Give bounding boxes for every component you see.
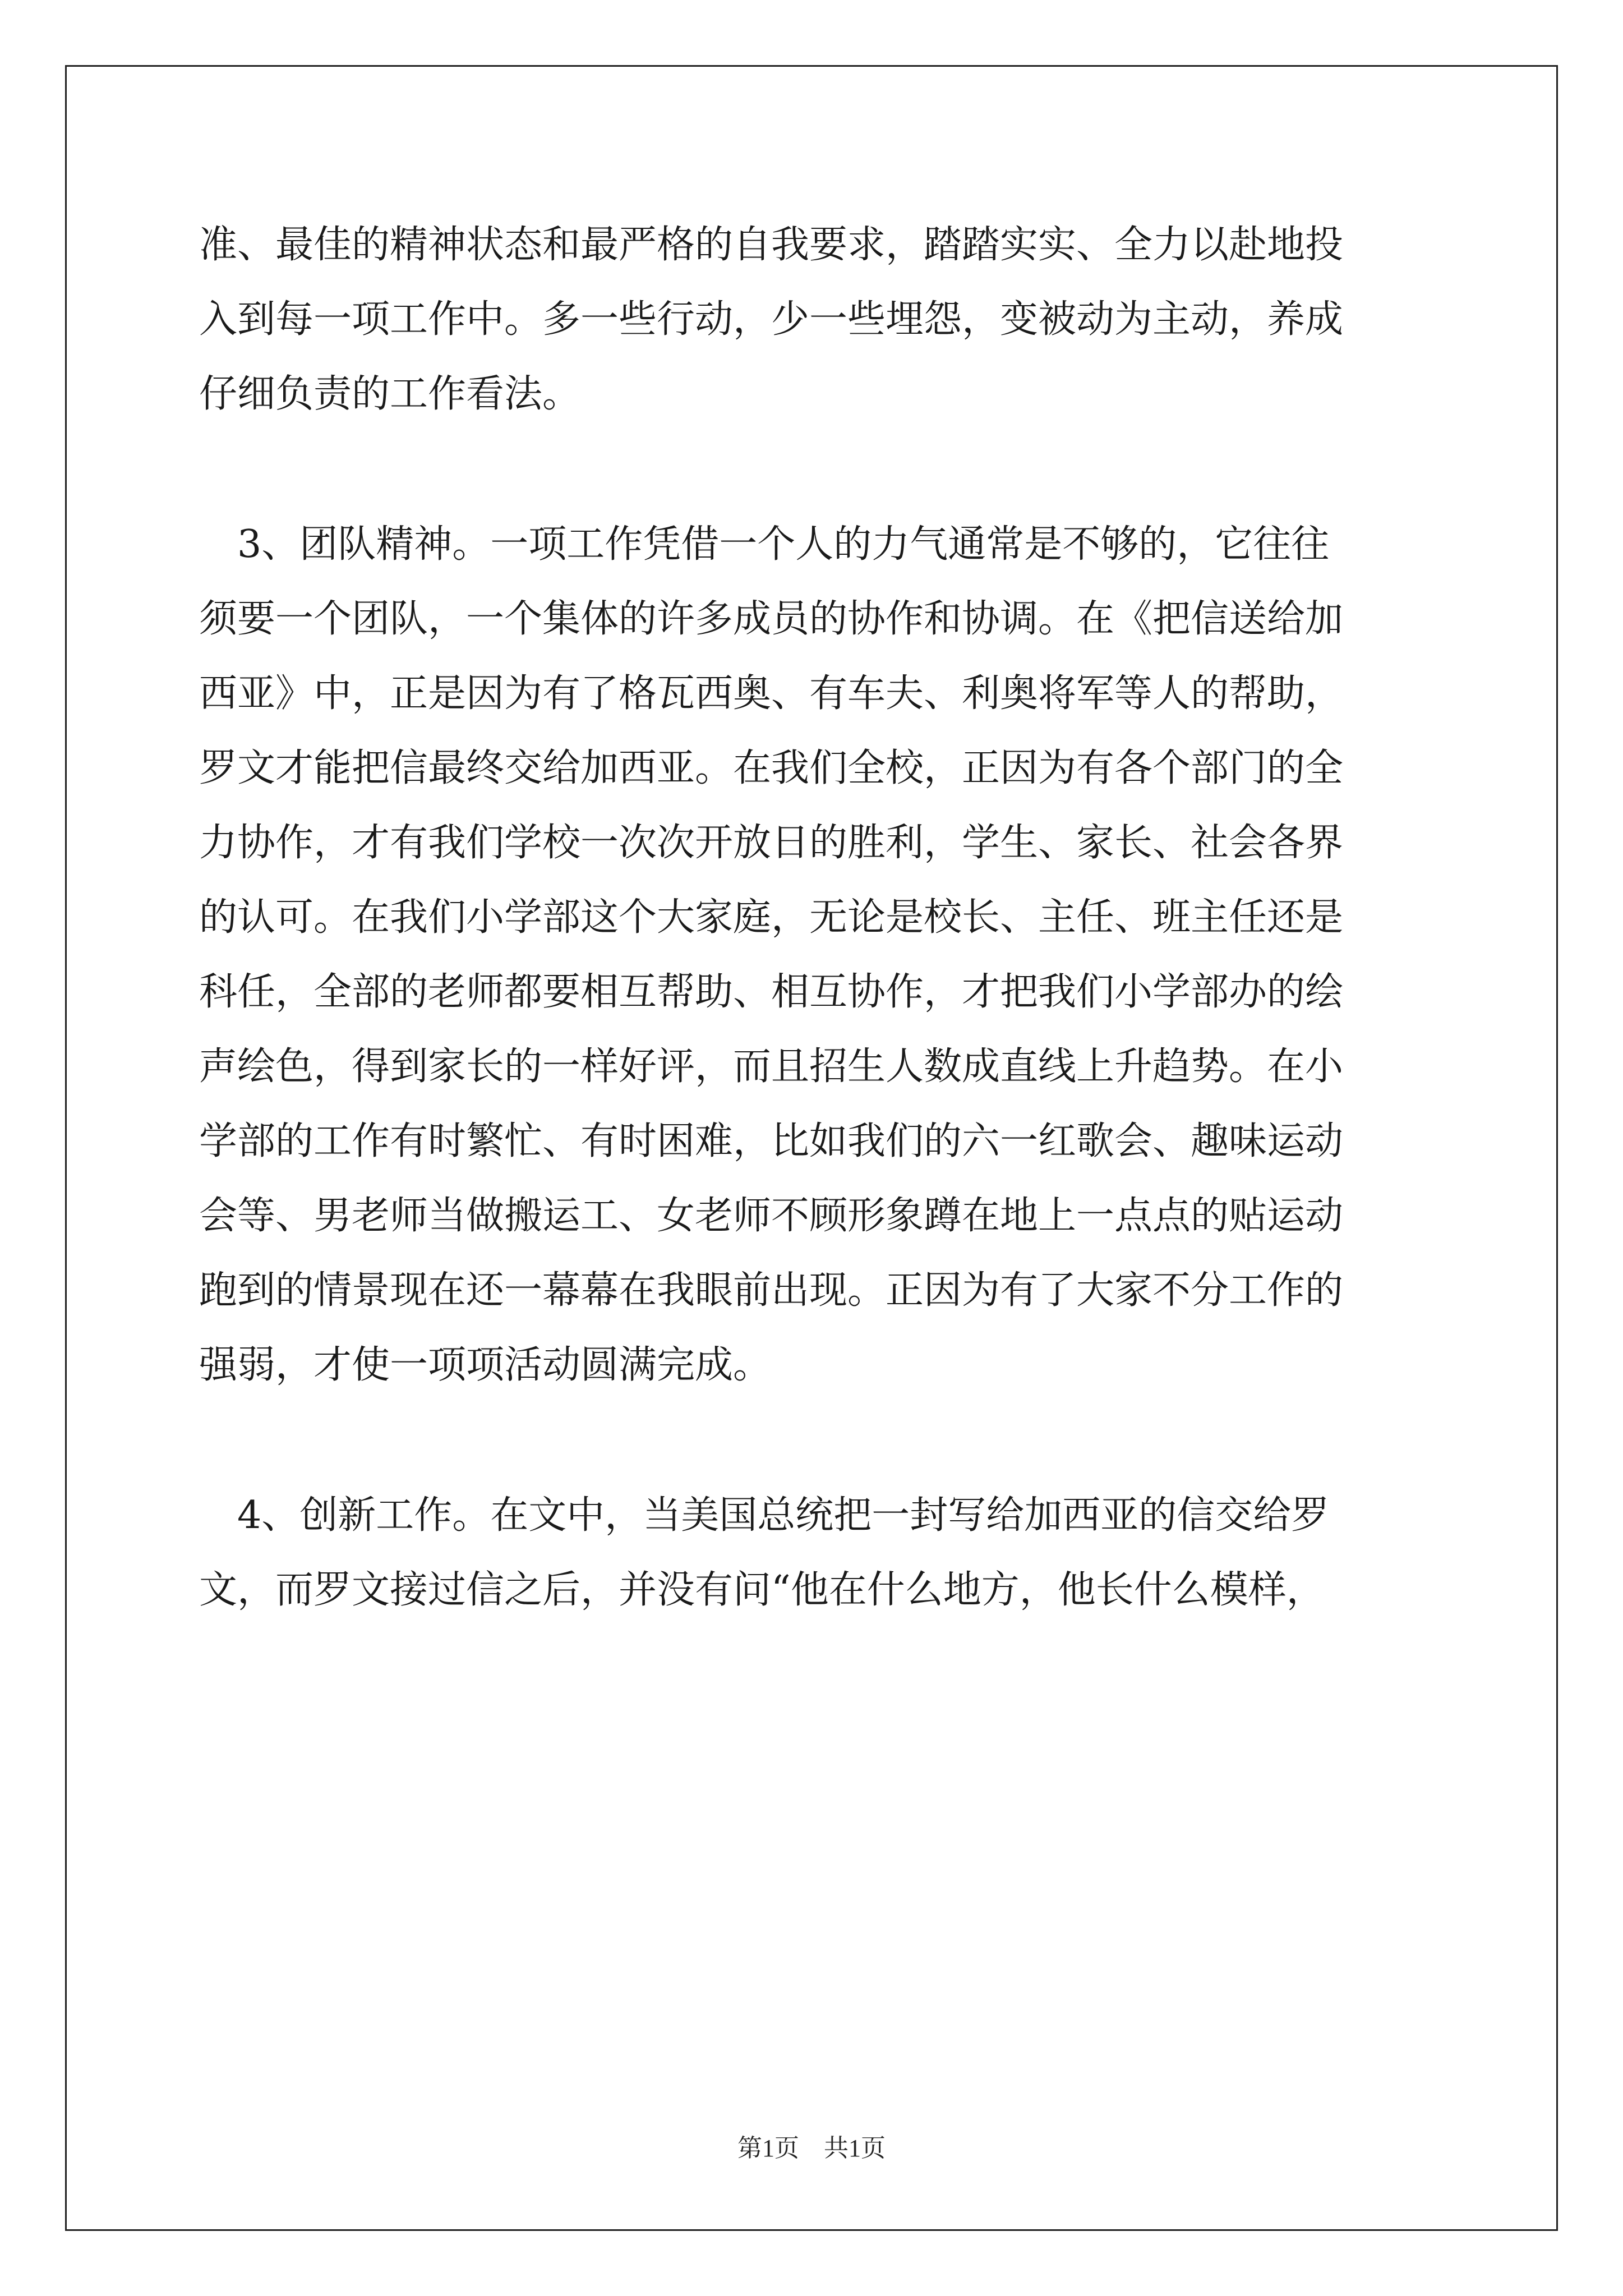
text-line: 学部的工作有时繁忙、有时困难，比如我们的六一红歌会、趣味运动 [199,1119,1344,1163]
text-line: 文，而罗文接过信之后，并没有问“他在什么地方，他长什么模样， [199,1568,1325,1612]
text-line: 罗文才能把信最终交给加西亚。在我们全校，正因为有各个部门的全 [199,746,1344,790]
text-line: 准、最佳的精神状态和最严格的自我要求，踏踏实实、全力以赴地投 [199,223,1344,267]
text-line: 西亚》中，正是因为有了格瓦西奥、有车夫、利奥将军等人的帮助， [199,671,1344,716]
text-line: 4、创新工作。在文中，当美国总统把一封写给加西亚的信交给罗 [199,1493,1330,1538]
text-line: 强弱，才使一项项活动圆满完成。 [199,1343,772,1387]
text-line: 跑到的情景现在还一幕幕在我眼前出现。正因为有了大家不分工作的 [199,1268,1344,1313]
text-line: 会等、男老师当做搬运工、女老师不顾形象蹲在地上一点点的贴运动 [199,1194,1344,1238]
text-line: 科任，全部的老师都要相互帮助、相互协作，才把我们小学部办的绘 [199,970,1344,1014]
paragraph [199,1478,1433,1627]
text-line: 仔细负责的工作看法。 [199,372,581,416]
text-line: 的认可。在我们小学部这个大家庭，无论是校长、主任、班主任还是 [199,895,1344,940]
document-body [199,208,1433,1627]
paragraph [199,507,1433,1402]
page-number-footer: 第1页 共1页 [737,2134,886,2162]
text-line: 力协作，才有我们学校一次次开放日的胜利，学生、家长、社会各界 [199,821,1344,865]
text-line: 3、团队精神。一项工作凭借一个人的力气通常是不够的，它往往 [199,522,1330,567]
text-line: 须要一个团队，一个集体的许多成员的协作和协调。在《把信送给加 [199,597,1344,641]
paragraph [199,208,1433,431]
text-line: 声绘色，得到家长的一样好评，而且招生人数成直线上升趋势。在小 [199,1045,1344,1089]
text-line: 入到每一项工作中。多一些行动，少一些埋怨，变被动为主动，养成 [199,297,1344,342]
